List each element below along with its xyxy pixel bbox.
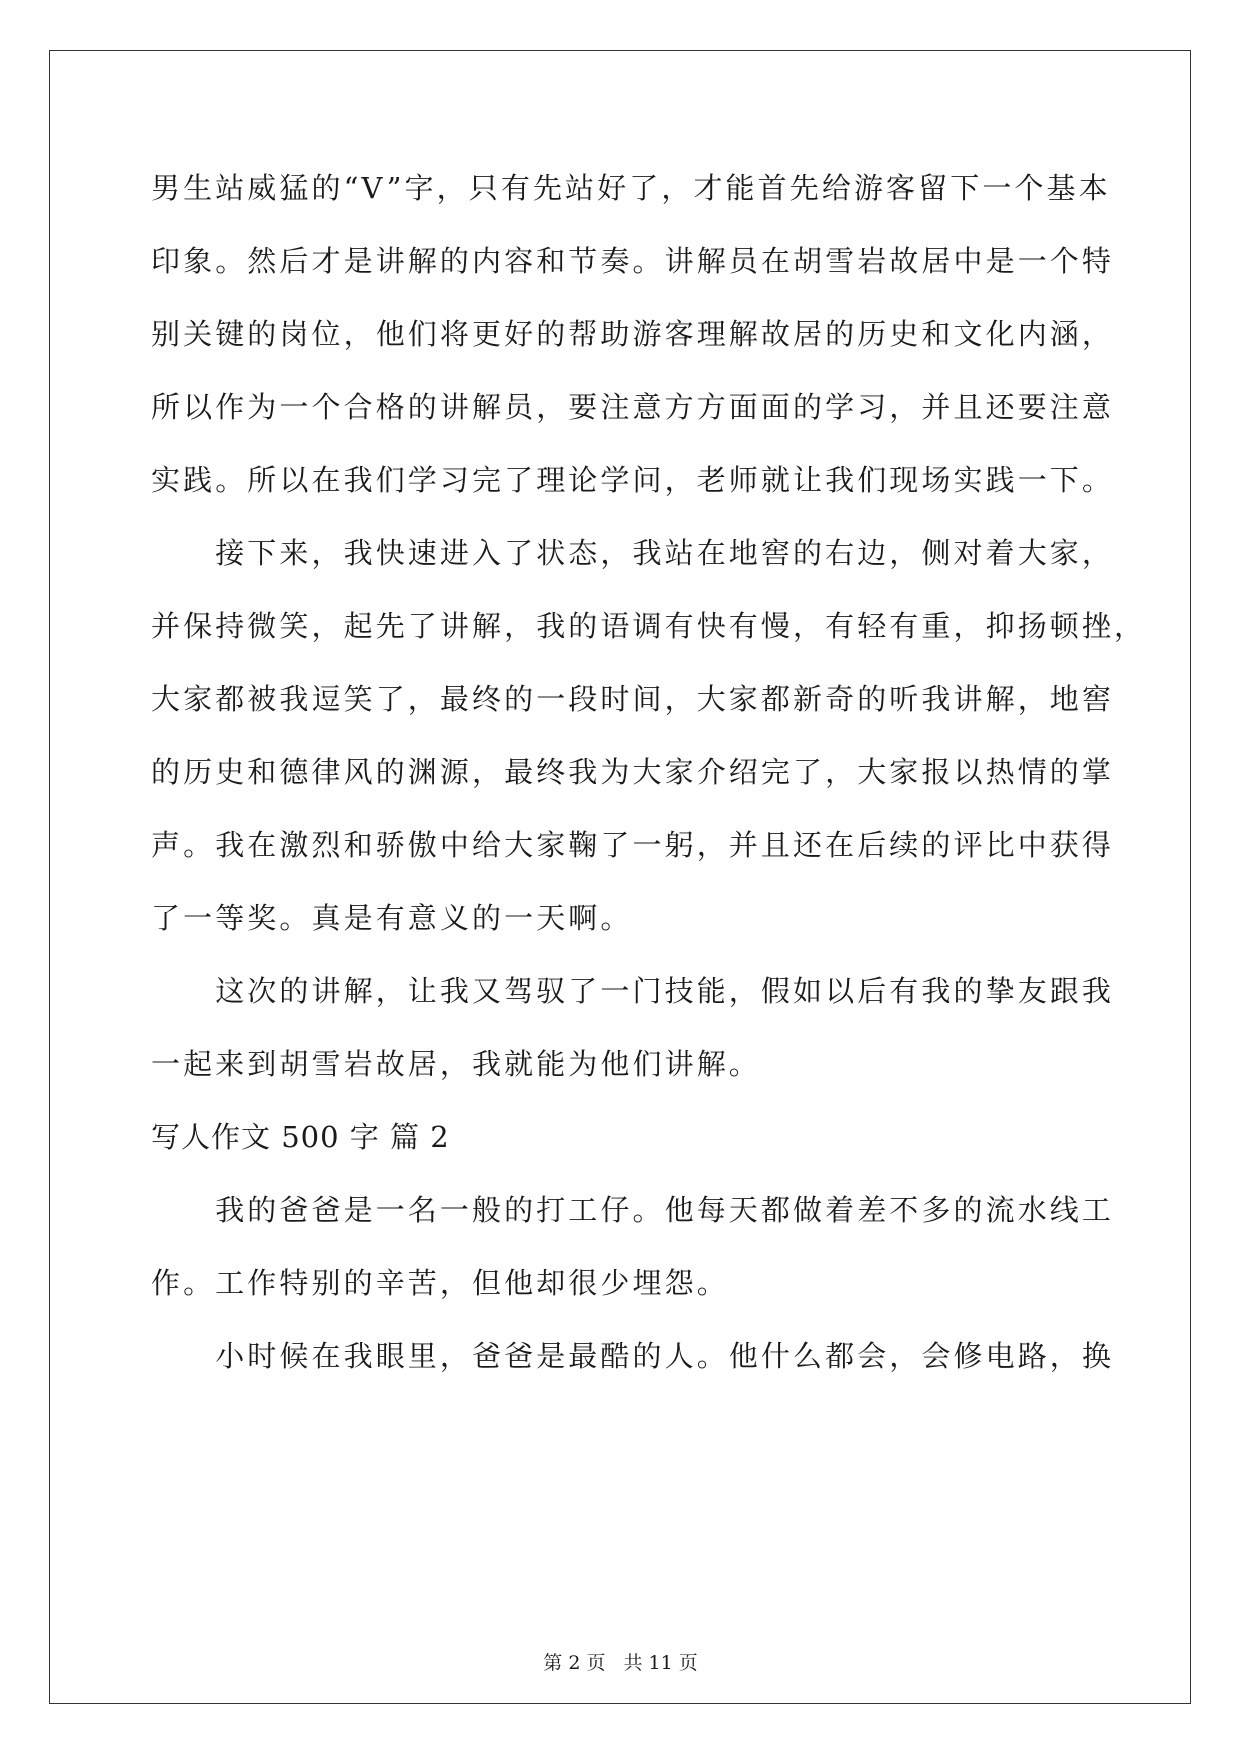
paragraph-line: 大家都被我逗笑了，最终的一段时间，大家都新奇的听我讲解，地窖 (151, 682, 1115, 716)
paragraph-line: 实践。所以在我们学习完了理论学问，老师就让我们现场实践一下。 (151, 463, 1115, 497)
paragraph-line: 所以作为一个合格的讲解员，要注意方方面面的学习，并且还要注意 (151, 390, 1115, 424)
paragraph-line: 我的爸爸是一名一般的打工仔。他每天都做着差不多的流水线工 (151, 1193, 1115, 1227)
paragraph-line: 一起来到胡雪岩故居，我就能为他们讲解。 (151, 1047, 761, 1081)
page-border (49, 50, 1191, 1704)
page-footer (0, 1651, 1241, 1675)
paragraph-line: 了一等奖。真是有意义的一天啊。 (151, 901, 633, 935)
paragraph-line: 印象。然后才是讲解的内容和节奏。讲解员在胡雪岩故居中是一个特 (151, 244, 1115, 278)
section-heading: 写人作文 500 字 篇 2 (151, 1120, 450, 1154)
paragraph-line: 作。工作特别的辛苦，但他却很少埋怨。 (151, 1266, 729, 1300)
page-total: 共 11 页 (623, 1652, 698, 1674)
paragraph-line: 小时候在我眼里，爸爸是最酷的人。他什么都会，会修电路，换 (151, 1339, 1115, 1373)
paragraph-line: 并保持微笑，起先了讲解，我的语调有快有慢，有轻有重，抑扬顿挫， (151, 609, 1147, 643)
paragraph-line: 男生站威猛的“V”字，只有先站好了，才能首先给游客留下一个基本 (151, 171, 1111, 205)
paragraph-line: 声。我在激烈和骄傲中给大家鞠了一躬，并且还在后续的评比中获得 (151, 828, 1115, 862)
paragraph-line: 的历史和德律风的渊源，最终我为大家介绍完了，大家报以热情的掌 (151, 755, 1115, 789)
page-number: 第 2 页 (543, 1652, 606, 1674)
paragraph-line: 这次的讲解，让我又驾驭了一门技能，假如以后有我的挚友跟我 (151, 974, 1115, 1008)
paragraph-line: 接下来，我快速进入了状态，我站在地窖的右边，侧对着大家， (151, 536, 1115, 570)
paragraph-line: 别关键的岗位，他们将更好的帮助游客理解故居的历史和文化内涵， (151, 317, 1115, 351)
